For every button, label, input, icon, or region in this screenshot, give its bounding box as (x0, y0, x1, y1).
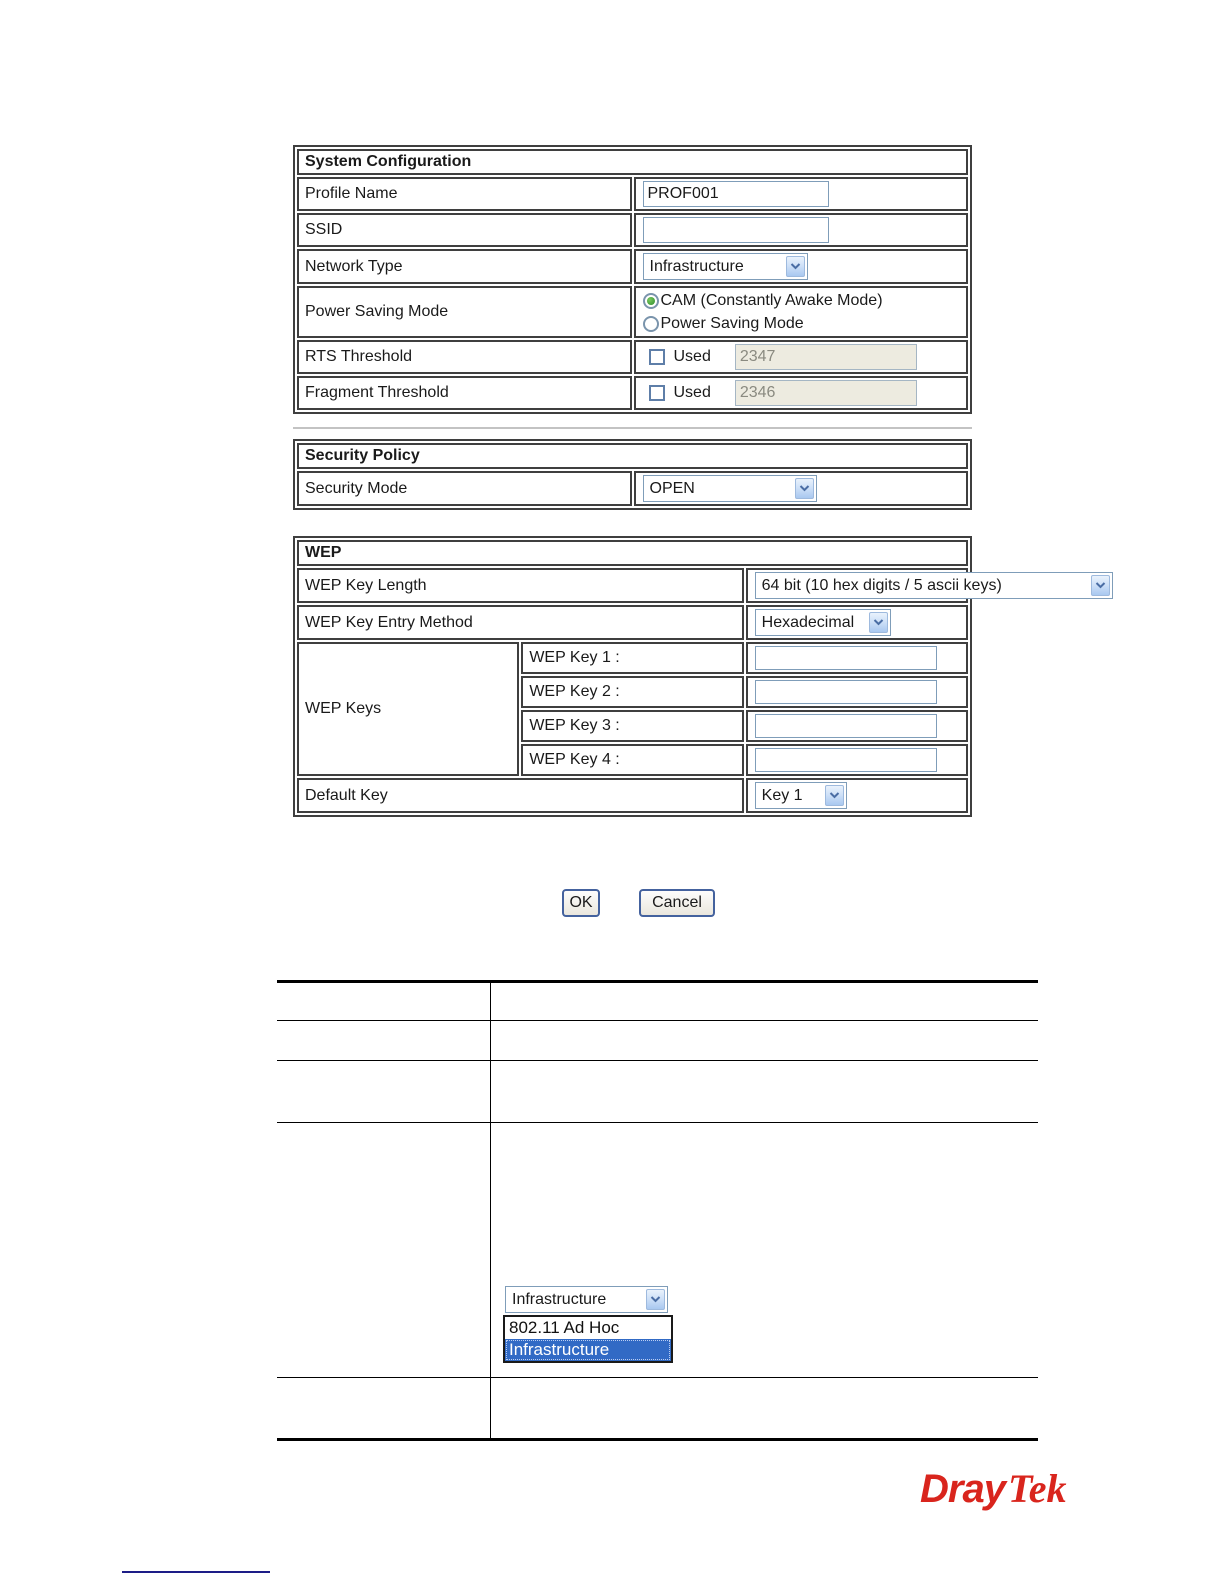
dropdown-arrow-icon (1091, 575, 1110, 596)
security-mode-selected-value: OPEN (649, 479, 695, 497)
fragment-threshold-label: Fragment Threshold (297, 376, 632, 410)
wep-key-4-label: WEP Key 4 : (521, 744, 743, 776)
figure-option-infrastructure[interactable]: Infrastructure (505, 1339, 671, 1361)
radio-selected-dot (647, 297, 655, 305)
term-cell (277, 983, 491, 1020)
section-title: Security Policy (297, 443, 968, 469)
default-key-select[interactable] (755, 782, 847, 809)
network-type-label: Network Type (297, 249, 632, 284)
power-saving-radio[interactable] (643, 316, 659, 332)
dropdown-arrow-icon (825, 785, 844, 806)
description-cell (491, 983, 1038, 1020)
section-title: WEP (297, 540, 968, 566)
rts-threshold-input (735, 344, 917, 370)
figure-selected-value: Infrastructure (512, 1290, 607, 1308)
dropdown-arrow-icon (795, 478, 814, 499)
ok-button[interactable]: OK (562, 889, 600, 917)
wep-key-entry-method-label: WEP Key Entry Method (297, 605, 744, 640)
logo-dray-text: Dray (920, 1467, 1005, 1511)
wep-table (293, 536, 1002, 817)
cam-radio-label: CAM (Constantly Awake Mode) (660, 291, 883, 309)
wep-key-4-input[interactable] (755, 748, 937, 772)
wep-key-entry-method-select[interactable] (755, 609, 891, 636)
network-type-figure (505, 1286, 668, 1363)
table-row (277, 1061, 1038, 1123)
table-row (277, 1123, 1038, 1378)
section-title: System Configuration (297, 149, 968, 175)
description-cell (491, 1061, 1038, 1122)
term-cell (277, 1061, 491, 1122)
power-saving-mode-label: Power Saving Mode (297, 286, 632, 338)
default-key-label: Default Key (297, 778, 744, 813)
cancel-button[interactable]: Cancel (639, 889, 715, 917)
dropdown-arrow-icon (869, 612, 888, 633)
wep-key-3-label: WEP Key 3 : (521, 710, 743, 742)
default-key-selected-value: Key 1 (761, 786, 803, 804)
profile-name-label: Profile Name (297, 177, 632, 211)
term-cell (277, 1021, 491, 1060)
cam-radio[interactable] (643, 293, 659, 309)
wep-key-1-input[interactable] (755, 646, 937, 670)
fragment-used-checkbox[interactable] (649, 385, 665, 401)
figure-option-adhoc[interactable]: 802.11 Ad Hoc (509, 1318, 620, 1337)
table-row (277, 1021, 1038, 1061)
wep-key-length-select[interactable] (755, 572, 1113, 599)
power-saving-radio-label: Power Saving Mode (660, 314, 804, 332)
wep-key-length-selected-value: 64 bit (10 hex digits / 5 ascii keys) (761, 576, 1002, 594)
profile-name-input[interactable] (643, 181, 829, 207)
network-type-select[interactable] (643, 253, 808, 280)
system-configuration-table (293, 145, 972, 414)
wep-key-2-input[interactable] (755, 680, 937, 704)
wep-key-length-label: WEP Key Length (297, 568, 744, 603)
description-cell (491, 1021, 1038, 1060)
section-divider (293, 427, 972, 429)
fragment-threshold-input (735, 380, 917, 406)
rts-used-label: Used (673, 348, 711, 365)
security-mode-label: Security Mode (297, 471, 632, 506)
footnote-divider (122, 1571, 270, 1573)
dropdown-arrow-icon (646, 1289, 665, 1310)
wep-key-3-input[interactable] (755, 714, 937, 738)
description-cell (491, 1378, 1038, 1438)
ssid-label: SSID (297, 213, 632, 247)
network-type-selected-value: Infrastructure (649, 257, 744, 275)
wep-key-entry-method-selected-value: Hexadecimal (761, 613, 855, 631)
ssid-input[interactable] (643, 217, 829, 243)
rts-threshold-label: RTS Threshold (297, 340, 632, 374)
term-cell (277, 1123, 491, 1377)
rts-used-checkbox[interactable] (649, 349, 665, 365)
dropdown-arrow-icon (786, 256, 805, 277)
wep-keys-group-label: WEP Keys (297, 642, 519, 776)
fragment-used-label: Used (673, 384, 711, 401)
security-mode-select[interactable] (643, 475, 817, 502)
wep-key-2-label: WEP Key 2 : (521, 676, 743, 708)
draytek-logo (920, 1465, 1066, 1512)
security-policy-table (293, 439, 972, 510)
figure-network-type-select[interactable] (505, 1286, 668, 1313)
table-row (277, 983, 1038, 1021)
figure-dropdown-list (503, 1315, 673, 1363)
term-cell (277, 1378, 491, 1438)
description-table (277, 980, 1038, 1441)
wep-key-1-label: WEP Key 1 : (521, 642, 743, 674)
logo-tek-text: Tek (1007, 1466, 1067, 1511)
table-row (277, 1378, 1038, 1438)
